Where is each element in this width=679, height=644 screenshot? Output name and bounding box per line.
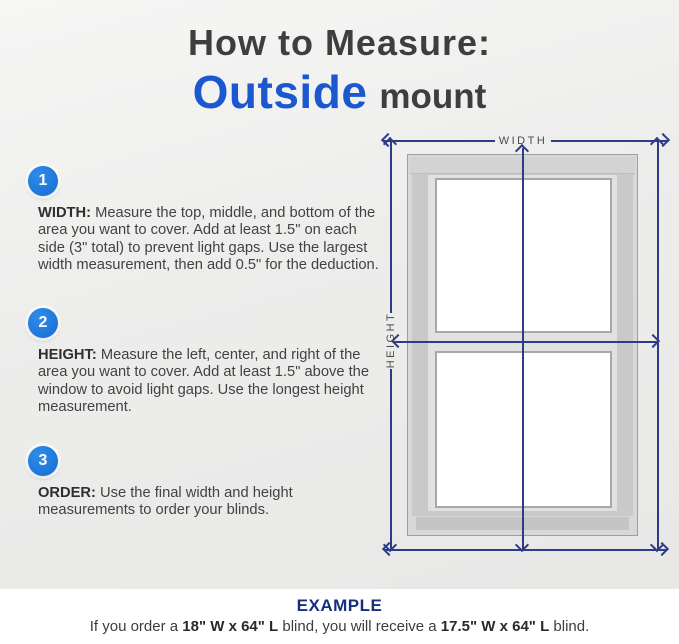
title-line-1: How to Measure: xyxy=(187,22,492,63)
step-2-number-badge xyxy=(28,308,58,338)
example-footer xyxy=(0,589,679,644)
step-1-label: WIDTH: xyxy=(38,205,92,221)
width-arrow-line-left-segment xyxy=(383,140,495,142)
right-height-arrow-line xyxy=(657,141,659,551)
middle-width-arrow-line xyxy=(393,341,658,343)
example-heading: EXAMPLE xyxy=(296,596,383,615)
step-2-text xyxy=(38,347,382,416)
step-1-number: 1 xyxy=(38,172,48,189)
width-dimension-label: WIDTH xyxy=(498,135,548,147)
step-1 xyxy=(28,166,384,274)
example-suffix: blind. xyxy=(549,618,590,635)
height-arrow-line-top-segment xyxy=(390,141,392,313)
step-1-body: Measure the top, middle, and bottom of the area you want to cover. Add at least 1.5" on each side (3" total) to prevent light gaps. Use the largest width measurement, then add 0.5" for the deduction. xyxy=(38,205,379,273)
step-2-number: 2 xyxy=(38,314,48,331)
step-3-label: ORDER: xyxy=(38,485,96,501)
example-receive-size: 17.5" W x 64" L xyxy=(440,618,550,635)
bottom-width-arrow-line xyxy=(384,549,667,551)
step-3-number-badge xyxy=(28,446,58,476)
step-1-number-badge xyxy=(28,166,58,196)
step-3-text xyxy=(38,485,382,520)
step-3-body: Use the final width and height measurements to order your blinds. xyxy=(38,485,293,519)
center-height-arrow-line xyxy=(522,148,524,551)
title-accent-outside: Outside xyxy=(192,66,368,118)
step-2-label: HEIGHT: xyxy=(38,347,97,363)
step-3-number: 3 xyxy=(38,452,48,469)
title-mount: mount xyxy=(379,77,487,116)
window-measure-diagram xyxy=(383,133,668,558)
example-order-size: 18" W x 64" L xyxy=(182,618,279,635)
example-sentence xyxy=(0,618,679,635)
step-2-body: Measure the left, center, and right of the area you want to cover. Add at least 1.5" above the window to avoid light gaps. Use the longest height measurement. xyxy=(38,347,370,415)
example-middle: blind, you will receive a xyxy=(278,618,441,635)
title-line-2 xyxy=(0,65,679,119)
example-prefix: If you order a xyxy=(89,618,183,635)
step-1-text xyxy=(38,205,382,274)
height-dimension-label: HEIGHT xyxy=(385,311,397,369)
height-arrow-line-bottom-segment xyxy=(390,369,392,551)
page-title xyxy=(0,22,679,119)
step-3 xyxy=(28,446,384,520)
step-2 xyxy=(28,308,384,416)
